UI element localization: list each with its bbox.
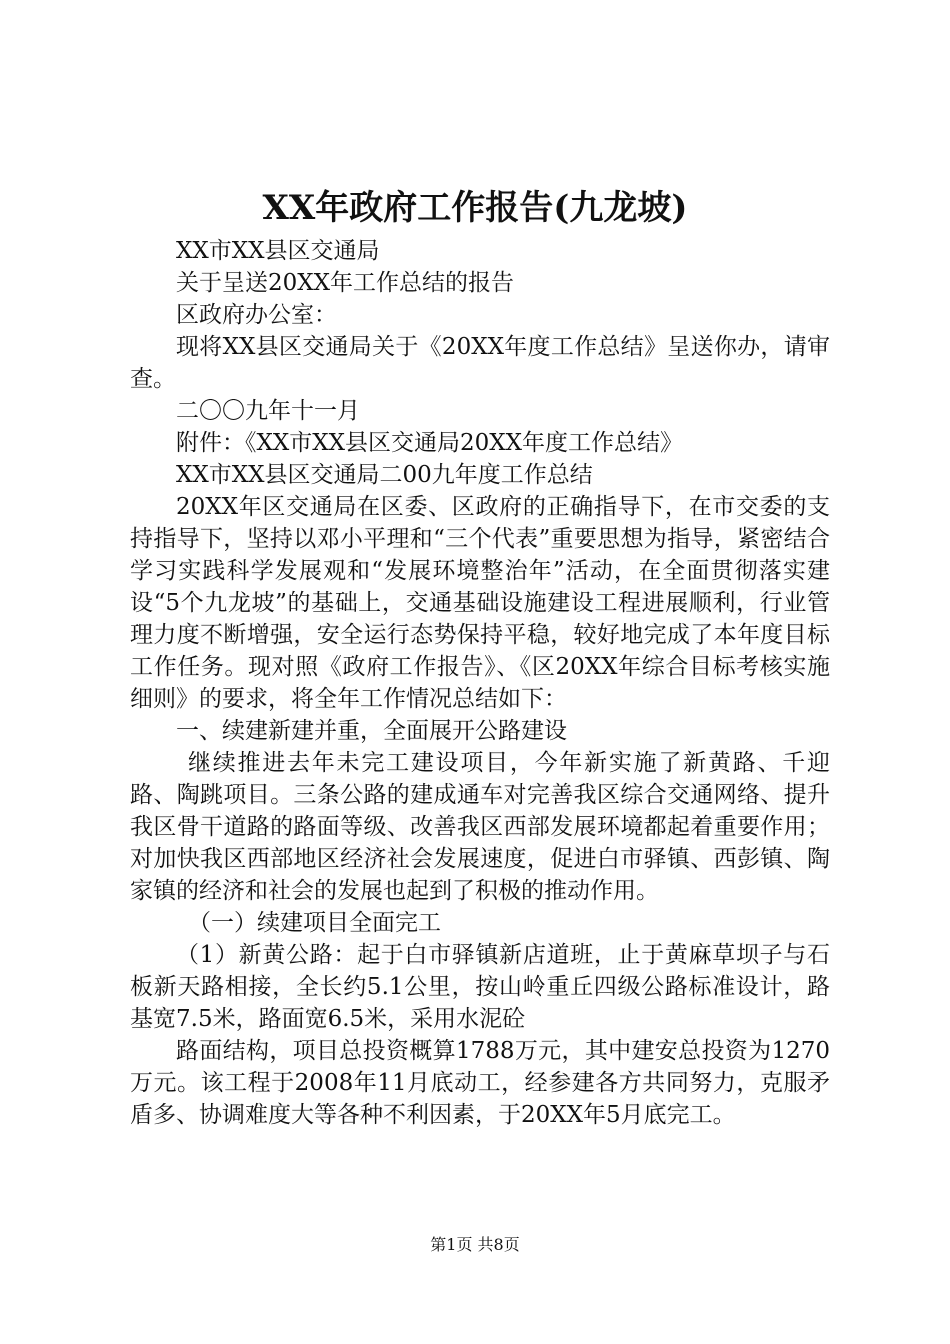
paragraph-section-1-body: 继续推进去年未完工建设项目，今年新实施了新黄路、千迎路、陶跳项目。三条公路的建成通车对完善我区综合交通网络、提升我区骨干道路的路面等级、改善我区西部发展环境都起着重要作用；对加快我区西部地区经济社会发展速度，促进白市驿镇、西彭镇、陶家镇的经济和社会的发展也起到了积极的推动作用。 xyxy=(130,750,830,904)
paragraph-sender: XX市XX县区交通局 xyxy=(176,238,380,264)
paragraph-section-1-heading: 一、续建新建并重，全面展开公路建设 xyxy=(176,718,567,744)
paragraph-attachment: 附件：《XX市XX县区交通局20XX年度工作总结》 xyxy=(176,430,684,456)
document-body xyxy=(130,235,830,1131)
paragraph-subsection-1-heading: （一）续建项目全面完工 xyxy=(188,910,441,936)
document-title: XX年政府工作报告(九龙坡) xyxy=(262,188,688,228)
paragraph-intro: 20XX年区交通局在区委、区政府的正确指导下，在市交委的支持指导下，坚持以邓小平理和“三个代表”重要思想为指导，紧密结合学习实践科学发展观和“发展环境整治年”活动，在全面贯彻落实建设“5个九龙坡”的基础上，交通基础设施建设工程进展顺利，行业管理力度不断增强，安全运行态势保持平稳，较好地完成了本年度目标工作任务。现对照《政府工作报告》、《区20XX年综合目标考核实施细则》的要求，将全年工作情况总结如下： xyxy=(130,494,830,712)
paragraph-xinhuang-road: （1）新黄公路：起于白市驿镇新店道班，止于黄麻草坝子与石板新天路相接，全长约5.1公里，按山岭重丘四级公路标准设计，路基宽7.5米，路面宽6.5米，采用水泥砼 xyxy=(130,942,830,1032)
paragraph-recipient: 区政府办公室： xyxy=(176,302,337,328)
paragraph-pavement-structure: 路面结构，项目总投资概算1788万元，其中建安总投资为1270万元。该工程于2008年11月底动工，经参建各方共同努力，克服矛盾多、协调难度大等各种不利因素，于20XX年5月底完工。 xyxy=(130,1038,830,1128)
paragraph-report-title: 关于呈送20XX年工作总结的报告 xyxy=(176,270,515,296)
page-footer: 第1页 共8页 xyxy=(430,1235,520,1254)
paragraph-submission: 现将XX县区交通局关于《20XX年度工作总结》呈送你办，请审查。 xyxy=(130,334,830,392)
paragraph-summary-title: XX市XX县区交通局二00九年度工作总结 xyxy=(176,462,593,488)
paragraph-date: 二〇〇九年十一月 xyxy=(176,398,360,424)
